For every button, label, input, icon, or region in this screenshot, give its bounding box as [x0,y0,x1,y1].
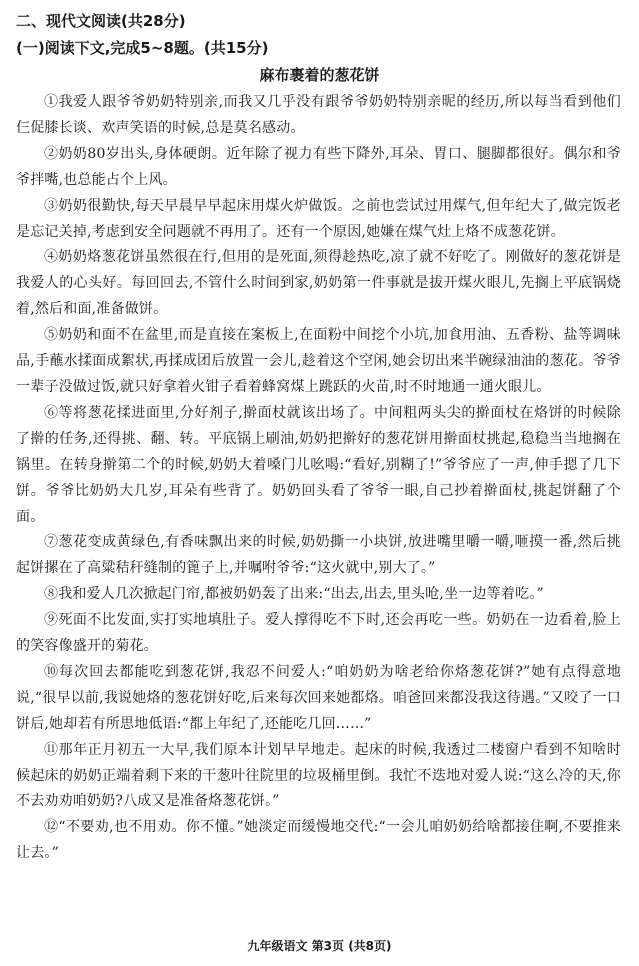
section-heading: 二、现代文阅读(共28分) [16,12,186,30]
article-body [16,90,621,867]
paragraph-1: ①我爱人跟爷爷奶奶特别亲,而我又几乎没有跟爷爷奶奶特别亲昵的经历,所以每当看到他们仨促膝长谈、欢声笑语的时候,总是莫名感动。 [16,94,621,136]
paragraph-9: ⑨死面不比发面,实打实地填肚子。爱人撑得吃不下时,还会再吃一些。奶奶在一边看着,脸上的笑容像盛开的菊花。 [16,612,621,655]
paragraph-10: ⑩每次回去都能吃到葱花饼,我忍不问爱人:“咱奶奶为啥老给你烙葱花饼?”她有点得意地说,“很早以前,我说她烙的葱花饼好吃,后来每次回来她都烙。咱爸回来都没我这待遇。”又咬了一口饼后,她却若有所思地低语:“都上年纪了,还能吃几回……” [16,663,621,732]
paragraph-6: ⑥等将葱花揉进面里,分好剂子,擀面杖就该出场了。中间粗两头尖的擀面杖在烙饼的时候除了擀的任务,还得挑、翻、转。平底锅上刷油,奶奶把擀好的葱花饼用擀面杖挑起,稳稳当当地搁在锅里。在转身擀第二个的时候,奶奶大着嗓门儿吆喝:“看好,别糊了!”爷爷应了一声,伸手摁了几下饼。爷爷比奶奶大几岁,耳朵有些背了。奶奶回头看了爷爷一眼,自己抄着擀面杖,挑起饼翻了个面。 [16,404,621,525]
paragraph-8: ⑧我和爱人几次掀起门帘,都被奶奶轰了出来:“出去,出去,里头呛,坐一边等着吃。” [44,586,544,603]
paragraph-3: ③奶奶很勤快,每天早晨早早起床用煤火炉做饭。之前也尝试过用煤气,但年纪大了,做完饭老是忘记关掉,考虑到安全问题就不再用了。还有一个原因,她嫌在煤气灶上烙不成葱花饼。 [16,197,621,240]
paragraph-7: ⑦葱花变成黄绿色,有香味飘出来的时候,奶奶撕一小块饼,放进嘴里嚼一嚼,咂摸一番,然后挑起饼摞在了高粱秸秆缝制的篦子上,并嘱咐爷爷:“这火就中,别大了。” [16,534,621,577]
paragraph-4: ④奶奶烙葱花饼虽然很在行,但用的是死面,须得趁热吃,凉了就不好吃了。刚做好的葱花饼是我爱人的心头好。每回回去,不管什么时间到家,奶奶第一件事就是拔开煤火眼儿,先搁上平底锅烧着,然后和面,准备做饼。 [16,249,621,318]
paragraph-5: ⑤奶奶和面不在盆里,而是直接在案板上,在面粉中间挖个小坑,加食用油、五香粉、盐等调味品,手蘸水揉面成絮状,再揉成团后放置一会儿,趁着这个空闲,她会切出来半碗绿油油的葱花。爷爷一辈子没做过饭,就只好拿着火钳子看着蜂窝煤上跳跃的火苗,时不时地通一通火眼儿。 [16,327,621,395]
paragraph-12: ⑫“不要劝,也不用劝。你不懂。”她淡定而缓慢地交代:“一会儿咱奶奶给啥都接住啊,不要推来让去。” [16,819,621,862]
paragraph-11: ⑪那年正月初五一大早,我们原本计划早早地走。起床的时候,我透过二楼窗户看到不知啥时候起床的奶奶正端着剩下来的干葱叶往院里的垃圾桶里倒。我忙不迭地对爱人说:“这么冷的天,你不去劝劝咱奶奶?八成又是准备烙葱花饼。” [16,741,621,810]
article-title: 麻布裹着的葱花饼 [259,66,380,84]
page-footer: 九年级语文 第3页 (共8页) [247,939,392,953]
subsection-heading: (一)阅读下文,完成5~8题。(共15分) [16,39,269,57]
paragraph-2: ②奶奶80岁出头,身体硬朗。近年除了视力有些下降外,耳朵、胃口、腿脚都很好。偶尔和爷爷拌嘴,也总能占个上风。 [16,145,621,188]
